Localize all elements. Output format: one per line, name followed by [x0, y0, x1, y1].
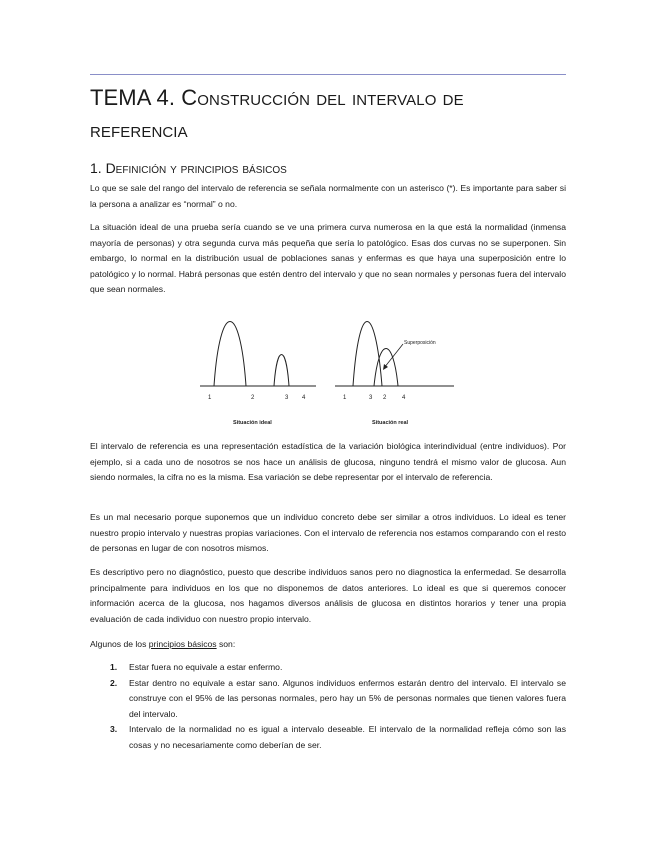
real-caption: Situación real: [372, 420, 409, 426]
list-number: 2.: [110, 677, 118, 688]
real-tick-2: 2: [383, 395, 387, 401]
page-title: [90, 82, 566, 146]
real-tick-4: 4: [402, 395, 406, 401]
title-main: TEMA 4.: [90, 85, 176, 110]
overlap-pointer: [384, 344, 403, 368]
real-normal-curve: [353, 322, 382, 387]
list-text: Intervalo de la normalidad no es igual a intervalo deseable. El intervalo de la normalidad refleja cómo son las cosas y no necesariamente como deberían de ser.: [129, 724, 566, 750]
distribution-figure: [198, 306, 468, 431]
list-text: Estar fuera no equivale a estar enfermo.: [129, 662, 283, 672]
ideal-tick-1: 1: [208, 395, 212, 401]
title-rule: [90, 74, 566, 75]
paragraph-interval-definition: El intervalo de referencia es una representación estadística de la variación biológica interindividual (entre individuos). Por ejemplo, si a cada uno de nosotros se nos hace un análisis de glucosa, ninguno tendrá el mismo valor de glucosa. Aun siendo normales, la cifra no es la misma. Esa variación se debe representar por el intervalo de referencia.: [90, 441, 566, 483]
list-item: [110, 676, 566, 723]
section-heading: 1. Definición y principios básicos: [90, 160, 287, 176]
distribution-diagram: [198, 306, 468, 431]
ideal-tick-2: 2: [251, 395, 255, 401]
real-tick-1: 1: [343, 395, 347, 401]
paragraph-asterisk: Lo que se sale del rango del intervalo de referencia se señala normalmente con un asterisco (*). Es importante para saber si la persona a analizar es “normal” o no.: [90, 183, 566, 209]
paragraph-necessary-evil: Es un mal necesario porque suponemos que un individuo concreto debe ser similar a otros individuos. Lo ideal es tener nuestro propio intervalo y nuestras propias variaciones. Con el intervalo de referencia nos estamos comparando con el resto de personas en lugar de con nosotros mismos.: [90, 512, 566, 554]
principles-intro-suffix: son:: [216, 639, 236, 649]
list-item: [110, 660, 566, 676]
real-tick-3: 3: [369, 395, 373, 401]
ideal-tick-4: 4: [302, 395, 306, 401]
list-text: Estar dentro no equivale a estar sano. Algunos individuos enfermos estarán dentro del intervalo. El intervalo se construye con el 95% de las personas normales, pero hay un 5% de personas normales que tienen valores fuera del intervalo.: [129, 677, 566, 719]
principles-intro-link: principios básicos: [148, 639, 217, 649]
paragraph-descriptive: Es descriptivo pero no diagnóstico, puesto que describe individuos sanos pero no diagnostica la enfermedad. Se desarrolla principalmente para individuos en los que no disponemos de datos anteriores. Lo ideal es que si queremos conocer información acerca de la glucosa, nos hagamos diversos análisis de glucosa en distintos horarios y tener una propia evaluación de cada individuo con nuestro propio intervalo.: [90, 567, 566, 624]
principles-intro-prefix: Algunos de los: [90, 639, 149, 649]
ideal-pathologic-curve: [274, 355, 289, 387]
principles-list: [110, 660, 566, 754]
ideal-normal-curve: [214, 322, 246, 387]
list-number: 1.: [110, 662, 118, 672]
list-item: [110, 722, 566, 753]
paragraph-ideal-situation: La situación ideal de una prueba sería cuando se ve una primera curva numerosa en la que está la normalidad (inmensa mayoría de personas) y otra segunda curva más pequeña que sería lo patológico. Esas dos curvas no se superponen. Sin embargo, lo normal en la distribución usual de poblaciones sanas y enfermas es que haya una superposición entre lo patológico y lo normal. Habrá personas que estén dentro del intervalo y que no sean normales y personas fuera del intervalo que sean normales.: [90, 222, 566, 295]
title-rest: Construcción del intervalo de referencia: [90, 85, 464, 142]
principles-intro: [90, 637, 566, 653]
overlap-label: Superposición: [404, 340, 436, 346]
ideal-caption: Situación ideal: [233, 420, 272, 426]
overlap-arrowhead: [383, 364, 388, 370]
ideal-tick-3: 3: [285, 395, 289, 401]
list-number: 3.: [110, 724, 118, 735]
